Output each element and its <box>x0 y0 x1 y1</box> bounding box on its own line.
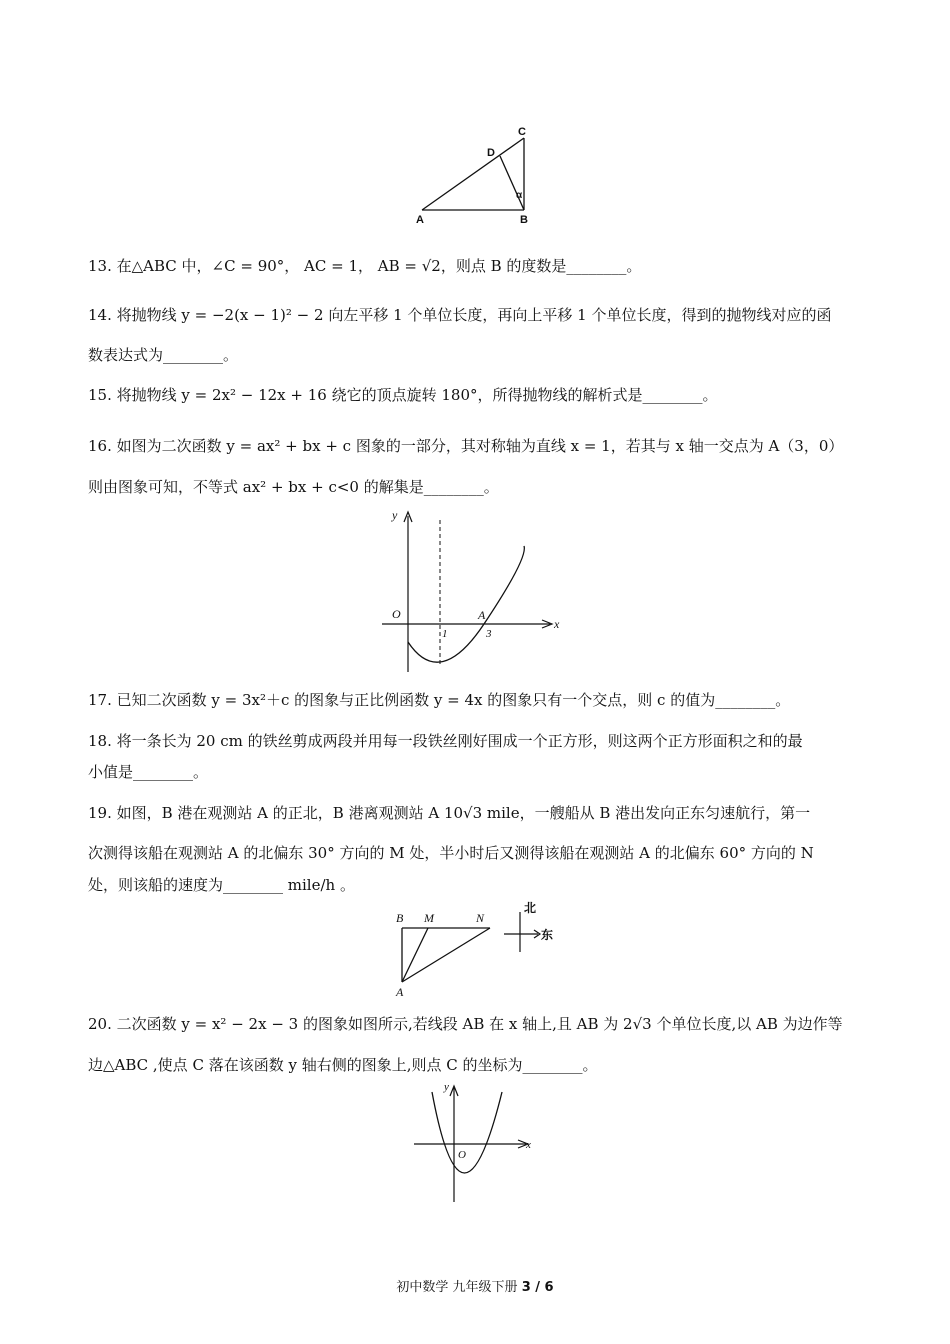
footer-course: 初中数学 九年级下册 <box>396 1280 522 1295</box>
question-15: 15. 将抛物线 y = 2x² − 12x + 16 绕它的顶点旋转 180°，所得抛物线的解析式是________。 <box>88 386 718 404</box>
origin-label: O <box>458 1149 466 1161</box>
label-B: B <box>396 911 404 925</box>
question-16-line2: 则由图象可知，不等式 ax² + bx + c<0 的解集是________。 <box>88 478 499 496</box>
axis-label-x: x <box>526 1139 531 1151</box>
question-16-line1: 16. 如图为二次函数 y = ax² + bx + c 图象的一部分，其对称轴为直线 x = 1，若其与 x 轴一交点为 A（3，0） <box>88 437 844 455</box>
label-N: N <box>476 911 485 925</box>
compass-east: 东 <box>541 928 554 942</box>
question-13: 13. 在△ABC 中，∠C = 90°， AC = 1， AB = √2，则点 B 的度数是________。 <box>88 257 642 275</box>
axis-label-y: y <box>444 1081 449 1093</box>
question-19-line2: 次测得该船在观测站 A 的北偏东 30° 方向的 M 处，半小时后又测得该船在观测站 A 的北偏东 60° 方向的 N <box>88 844 814 862</box>
label-A: A <box>416 214 424 226</box>
axis-label-y: y <box>392 508 398 522</box>
page-number: 3 / 6 <box>521 1280 554 1295</box>
label-M: M <box>424 911 434 925</box>
question-19-line3: 处，则该船的速度为________ mile/h 。 <box>88 876 355 894</box>
question-14-line1: 14. 将抛物线 y = −2(x − 1)² − 2 向左平移 1 个单位长度，再向上平移 1 个单位长度，得到的抛物线对应的函 <box>88 306 832 324</box>
question-19-line1: 19. 如图，B 港在观测站 A 的正北，B 港离观测站 A 10√3 mile，一艘船从 B 港出发向正东匀速航行，第一 <box>88 804 811 822</box>
label-alpha: α <box>516 190 523 201</box>
label-B: B <box>520 214 528 226</box>
tick-1: 1 <box>442 628 448 640</box>
label-D: D <box>487 147 495 159</box>
point-A-label: A <box>478 608 486 622</box>
label-C: C <box>518 126 526 138</box>
question-20-line1: 20. 二次函数 y = x² − 2x − 3 的图象如图所示,若线段 AB 在 x 轴上,且 AB 为 2√3 个单位长度,以 AB 为边作等 <box>88 1015 843 1033</box>
tick-3: 3 <box>486 628 492 640</box>
page-footer <box>0 1276 950 1295</box>
parabola-figure-20 <box>410 1078 540 1208</box>
label-A: A <box>396 985 404 999</box>
question-20-line2: 边△ABC ,使点 C 落在该函数 y 轴右侧的图象上,则点 C 的坐标为________。 <box>88 1056 598 1074</box>
question-17: 17. 已知二次函数 y = 3x²＋c 的图象与正比例函数 y = 4x 的图象只有一个交点，则 c 的值为________。 <box>88 691 791 709</box>
axis-label-x: x <box>554 617 560 631</box>
origin-label: O <box>392 607 401 621</box>
question-18-line2: 小值是________。 <box>88 763 209 781</box>
compass-north: 北 <box>524 901 537 915</box>
triangle-figure <box>410 122 540 228</box>
question-18-line1: 18. 将一条长为 20 cm 的铁丝剪成两段并用每一段铁丝刚好围成一个正方形，则这两个正方形面积之和的最 <box>88 732 803 750</box>
navigation-figure <box>390 900 570 1002</box>
question-14-line2: 数表达式为________。 <box>88 346 239 364</box>
parabola-figure-16 <box>378 506 568 678</box>
